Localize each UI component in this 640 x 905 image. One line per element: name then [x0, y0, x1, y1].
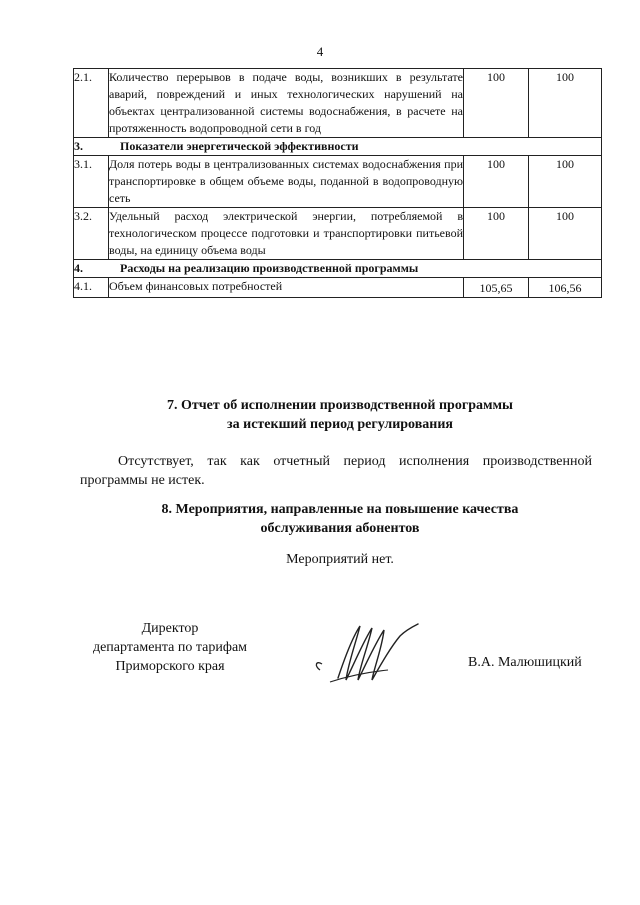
row-description: Удельный расход электрической энергии, потребляемой в технологическом процессе подготовки и транспортировки питьевой воды, на единицу объема воды	[109, 208, 464, 260]
section-header	[74, 138, 602, 156]
section7-heading-line2: за истекший период регулирования	[227, 417, 453, 432]
row-description: Количество перерывов в подаче воды, возникших в результате аварий, повреждений и иных технологических нарушений на объектах централизованной системы водоснабжения, в расчете на протяженность водопроводной сети в год	[109, 69, 464, 138]
section7-heading-line1: 7. Отчет об исполнении производственной программы	[166, 398, 513, 413]
section-number: 3.	[74, 139, 83, 153]
section8-heading-line1: 8. Мероприятия, направленные на повышение качества	[161, 502, 519, 517]
row-description: Объем финансовых потребностей	[109, 278, 464, 298]
row-number: 4.1.	[74, 278, 109, 298]
indicators-table	[73, 68, 602, 298]
signatory-name: В.А. Малюшицкий	[468, 655, 582, 670]
row-value-2: 100	[529, 69, 602, 138]
signature-title-line2: департамента по тарифам	[92, 640, 248, 655]
row-value-1: 100	[464, 69, 529, 138]
table-row	[74, 156, 602, 208]
row-value-2: 100	[529, 208, 602, 260]
signature-title-line3: Приморского края	[115, 659, 225, 674]
section-title: Расходы на реализацию производственной программы	[120, 261, 419, 275]
row-value-1: 100	[464, 208, 529, 260]
section8-text: Мероприятий нет.	[286, 552, 394, 567]
section-row	[74, 260, 602, 278]
row-number: 3.1.	[74, 156, 109, 208]
row-value-2: 100	[529, 156, 602, 208]
section-number: 4.	[74, 261, 83, 275]
table-row	[74, 208, 602, 260]
row-number: 3.2.	[74, 208, 109, 260]
section-row	[74, 138, 602, 156]
table-row	[74, 278, 602, 298]
row-description: Доля потерь воды в централизованных системах водоснабжения при транспортировке в общем объеме воды, поданной в водопроводную сеть	[109, 156, 464, 208]
page-number: 4	[316, 44, 324, 59]
section-title: Показатели энергетической эффективности	[120, 139, 359, 153]
row-value-1: 100	[464, 156, 529, 208]
signature-title-line1: Директор	[141, 621, 199, 636]
section7-text: Отсутствует, так как отчетный период исполнения производственной программы не истек.	[80, 454, 592, 488]
section8-heading-line2: обслуживания абонентов	[260, 521, 420, 536]
section-header	[74, 260, 602, 278]
row-number: 2.1.	[74, 69, 109, 138]
row-value-2: 106,56	[529, 278, 602, 298]
row-value-1: 105,65	[464, 278, 529, 298]
table-row	[74, 69, 602, 138]
handwritten-signature-icon	[308, 620, 428, 690]
